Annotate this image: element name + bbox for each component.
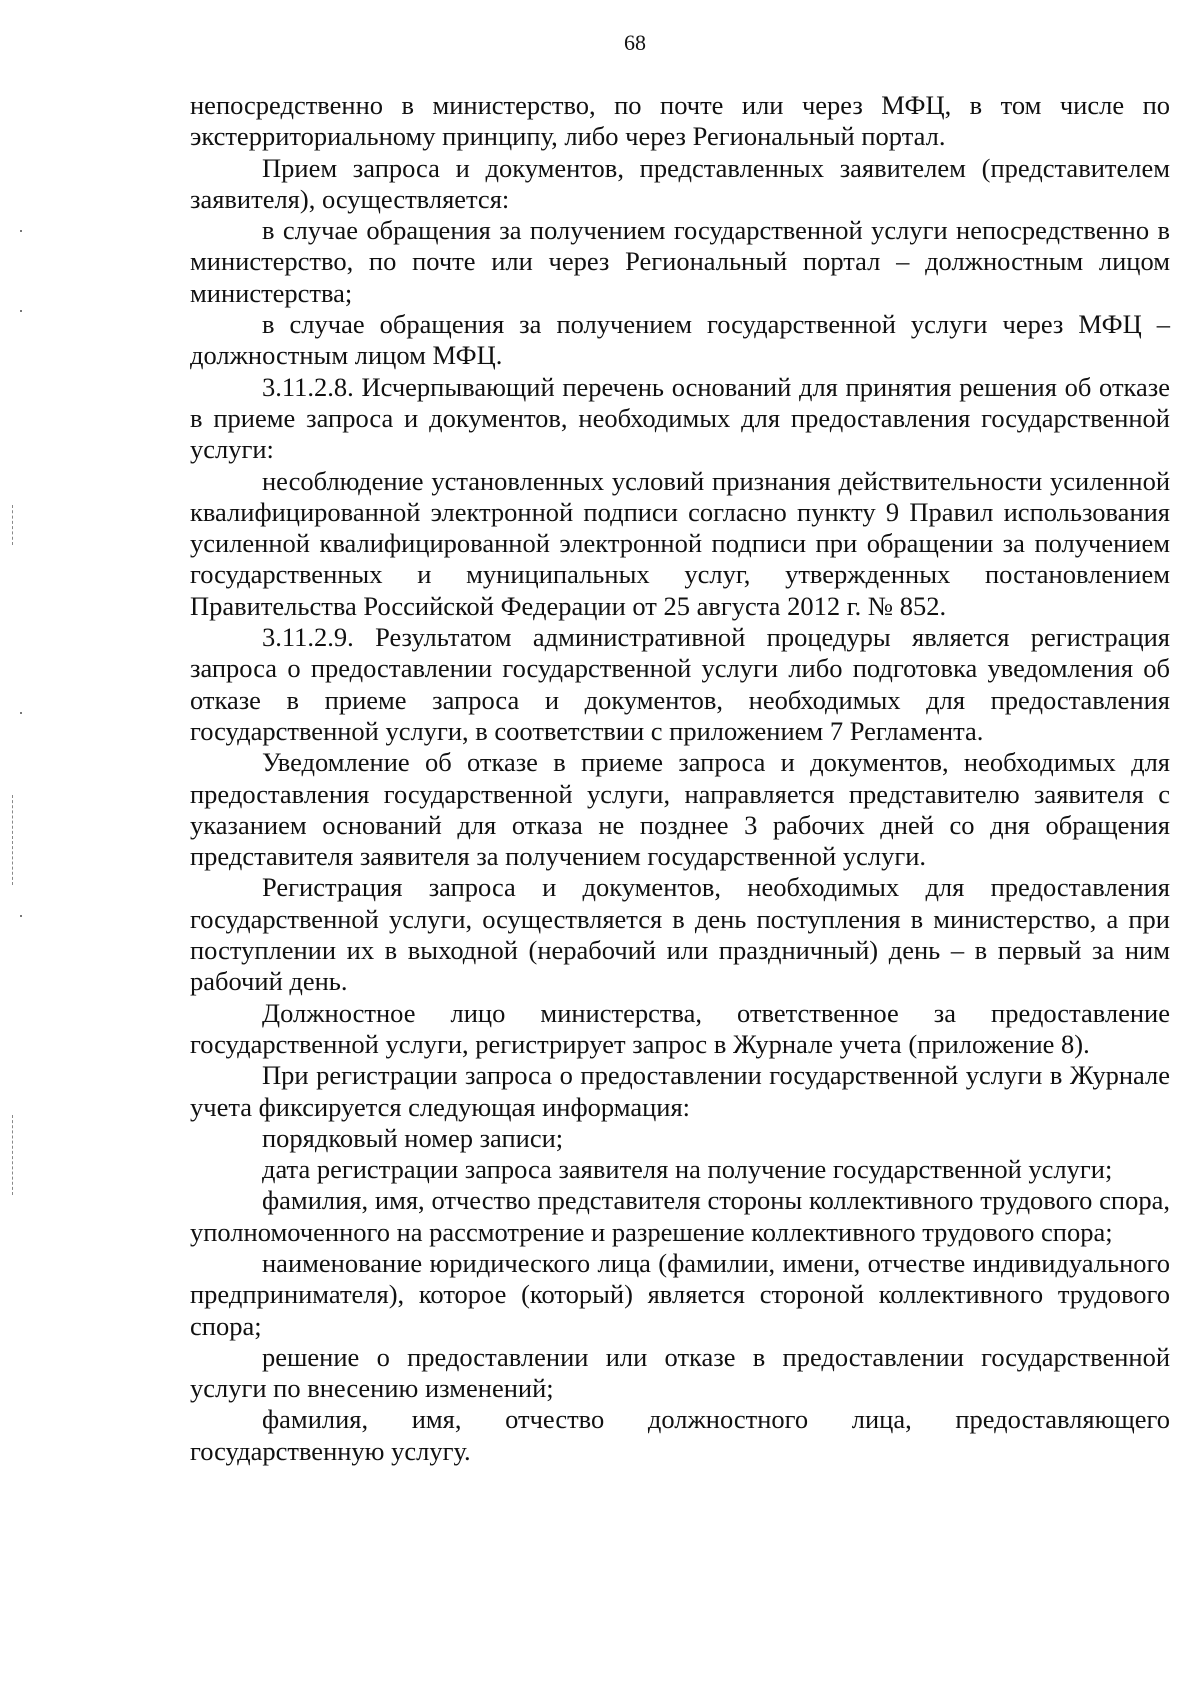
margin-scan-dot bbox=[20, 230, 22, 232]
margin-scan-dot bbox=[20, 310, 22, 312]
paragraph: несоблюдение установленных условий признания действительности усиленной квалифицированной электронной подписи согласно пункту 9 Правил использования усиленной квалифицированной электронной подписи при обращении за получением государственных и муниципальных услуг, утвержденных постановлением Правительства Российской Федерации от 25 августа 2012 г. № 852. bbox=[190, 465, 1170, 621]
paragraph: 3.11.2.8. Исчерпывающий перечень оснований для принятия решения об отказе в приеме запроса и документов, необходимых для предоставления государственной услуги: bbox=[190, 371, 1170, 465]
document-body bbox=[190, 90, 1170, 1467]
paragraph: наименование юридического лица (фамилии, имени, отчестве индивидуального предпринимателя), которое (который) является стороной коллективного трудового спора; bbox=[190, 1247, 1170, 1341]
margin-scan-mark bbox=[12, 1115, 14, 1195]
paragraph: При регистрации запроса о предоставлении государственной услуги в Журнале учета фиксируется следующая информация: bbox=[190, 1060, 1170, 1122]
margin-scan-mark bbox=[12, 795, 14, 885]
paragraph: в случае обращения за получением государственной услуги через МФЦ – должностным лицом МФЦ. bbox=[190, 309, 1170, 371]
page-number: 68 bbox=[624, 30, 646, 55]
paragraph: 3.11.2.9. Результатом административной процедуры является регистрация запроса о предоставлении государственной услуги либо подготовка уведомления об отказе в приеме запроса и документов, необходимых для предоставления государственной услуги, в соответствии с приложением 7 Регламента. bbox=[190, 622, 1170, 746]
paragraph: фамилия, имя, отчество должностного лица, предоставляющего государственную услугу. bbox=[190, 1404, 1170, 1466]
paragraph: непосредственно в министерство, по почте или через МФЦ, в том числе по экстерриториальному принципу, либо через Региональный портал. bbox=[190, 90, 1170, 152]
margin-scan-dot bbox=[20, 915, 22, 917]
margin-scan-mark bbox=[12, 505, 14, 545]
paragraph: в случае обращения за получением государственной услуги непосредственно в министерство, по почте или через Региональный портал – должностным лицом министерства; bbox=[190, 215, 1170, 308]
paragraph: Уведомление об отказе в приеме запроса и документов, необходимых для предоставления государственной услуги, направляется представителю заявителя с указанием оснований для отказа не позднее 3 рабочих дней со дня обращения представителя заявителя за получением государственной услуги. bbox=[190, 747, 1170, 872]
paragraph: дата регистрации запроса заявителя на получение государственной услуги; bbox=[262, 1154, 1113, 1185]
margin-scan-dot bbox=[20, 712, 22, 714]
paragraph: решение о предоставлении или отказе в предоставлении государственной услуги по внесению изменений; bbox=[190, 1341, 1170, 1404]
paragraph: фамилия, имя, отчество представителя стороны коллективного трудового спора, уполномоченного на рассмотрение и разрешение коллективного трудового спора; bbox=[190, 1185, 1170, 1247]
paragraph: Прием запроса и документов, представленных заявителем (представителем заявителя), осуществляется: bbox=[190, 152, 1170, 214]
paragraph: Должностное лицо министерства, ответственное за предоставление государственной услуги, регистрирует запрос в Журнале учета (приложение 8). bbox=[190, 997, 1170, 1059]
paragraph: порядковый номер записи; bbox=[262, 1122, 564, 1153]
paragraph: Регистрация запроса и документов, необходимых для предоставления государственной услуги, осуществляется в день поступления в министерство, а при поступлении их в выходной (нерабочий или праздничный) день – в первый за ним рабочий день. bbox=[190, 872, 1170, 997]
